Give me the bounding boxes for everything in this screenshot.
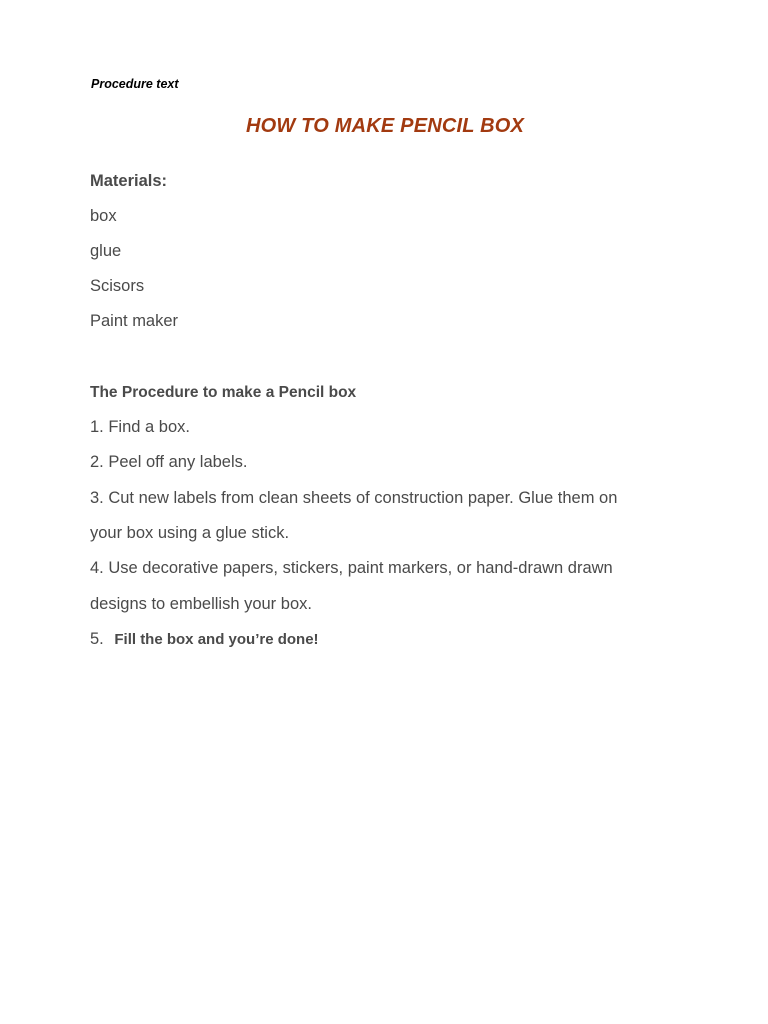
step-number: 5.	[90, 630, 104, 648]
page-title: HOW TO MAKE PENCIL BOX	[245, 115, 525, 137]
material-item: box	[90, 207, 117, 225]
procedure-step: 1. Find a box.	[90, 418, 190, 436]
materials-heading: Materials:	[90, 172, 168, 190]
procedure-step-continuation: your box using a glue stick.	[90, 524, 290, 542]
procedure-step-final	[90, 630, 319, 649]
material-item: Scisors	[90, 277, 145, 295]
document-type-label: Procedure text	[91, 77, 179, 91]
material-item: Paint maker	[90, 312, 179, 330]
procedure-step: 2. Peel off any labels.	[90, 453, 248, 471]
procedure-step: 4. Use decorative papers, stickers, paint markers, or hand-drawn drawn	[90, 559, 613, 577]
procedure-step: 3. Cut new labels from clean sheets of construction paper. Glue them on	[90, 489, 618, 507]
step-text: Fill the box and you’re done!	[114, 631, 319, 648]
procedure-step-continuation: designs to embellish your box.	[90, 595, 312, 613]
material-item: glue	[90, 242, 122, 260]
procedure-heading: The Procedure to make a Pencil box	[90, 384, 357, 401]
